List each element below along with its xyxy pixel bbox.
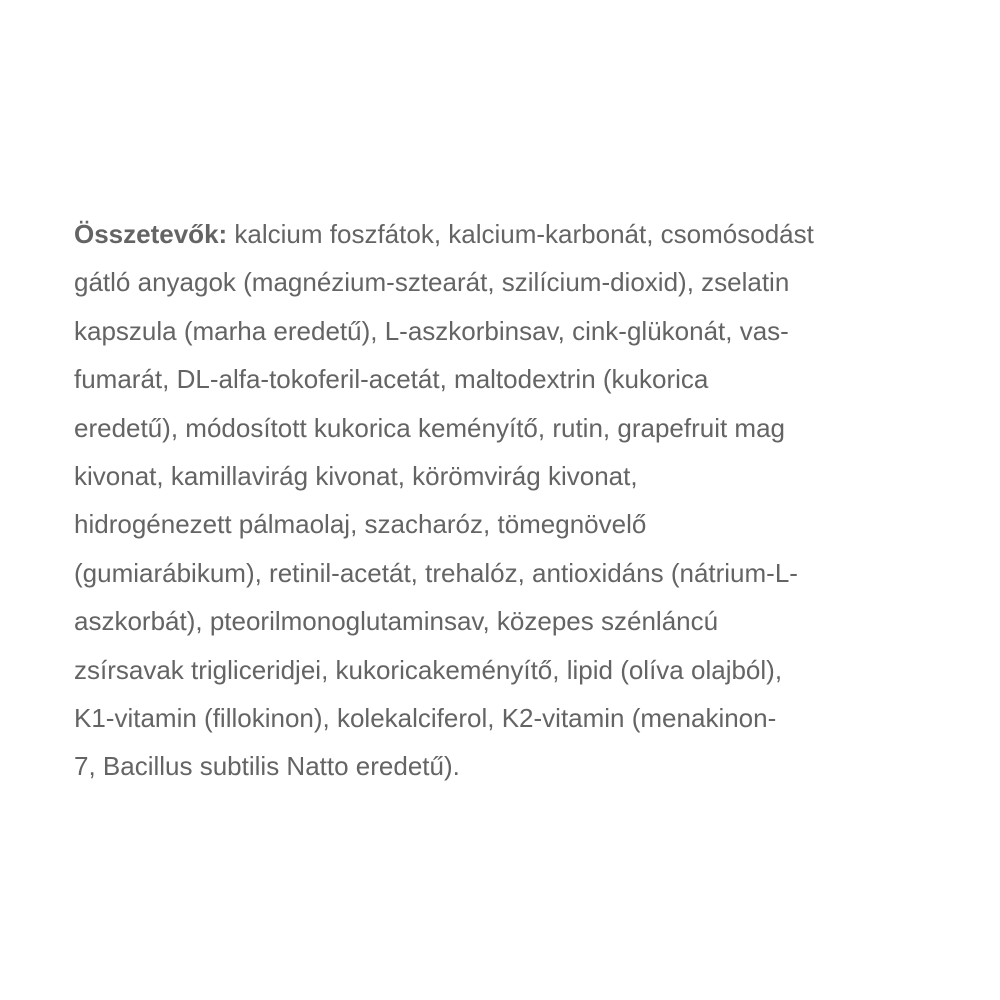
- ingredients-line: [74, 210, 924, 258]
- ingredients-line: gátló anyagok (magnézium-sztearát, szilícium-dioxid), zselatin: [74, 267, 790, 298]
- ingredients-line: eredetű), módosított kukorica keményítő, rutin, grapefruit mag: [74, 412, 786, 443]
- ingredients-line: fumarát, DL-alfa-tokoferil-acetát, maltodextrin (kukorica: [74, 364, 709, 395]
- ingredients-line: kapszula (marha eredetű), L-aszkorbinsav, cink-glükonát, vas-: [74, 315, 789, 346]
- ingredients-line: 7, Bacillus subtilis Natto eredetű).: [74, 751, 460, 782]
- ingredients-line: (gumiarábikum), retinil-acetát, trehalóz, antioxidáns (nátrium-L-: [74, 557, 798, 588]
- ingredients-line: K1-vitamin (fillokinon), kolekalciferol, K2-vitamin (menakinon-: [74, 703, 777, 734]
- ingredients-line: kivonat, kamillavirág kivonat, körömvirág kivonat,: [74, 461, 638, 492]
- ingredients-text: [74, 210, 924, 791]
- ingredients-line: aszkorbát), pteorilmonoglutaminsav, közepes szénláncú: [74, 606, 719, 637]
- ingredients-line: zsírsavak trigliceridjei, kukoricakeményítő, lipid (olíva olajból),: [74, 654, 783, 685]
- ingredients-label: Összetevők:: [74, 219, 228, 249]
- ingredients-line: hidrogénezett pálmaolaj, szacharóz, tömegnövelő: [74, 509, 647, 540]
- ingredients-line-text: kalcium foszfátok, kalcium-karbonát, csomósodást: [227, 219, 814, 249]
